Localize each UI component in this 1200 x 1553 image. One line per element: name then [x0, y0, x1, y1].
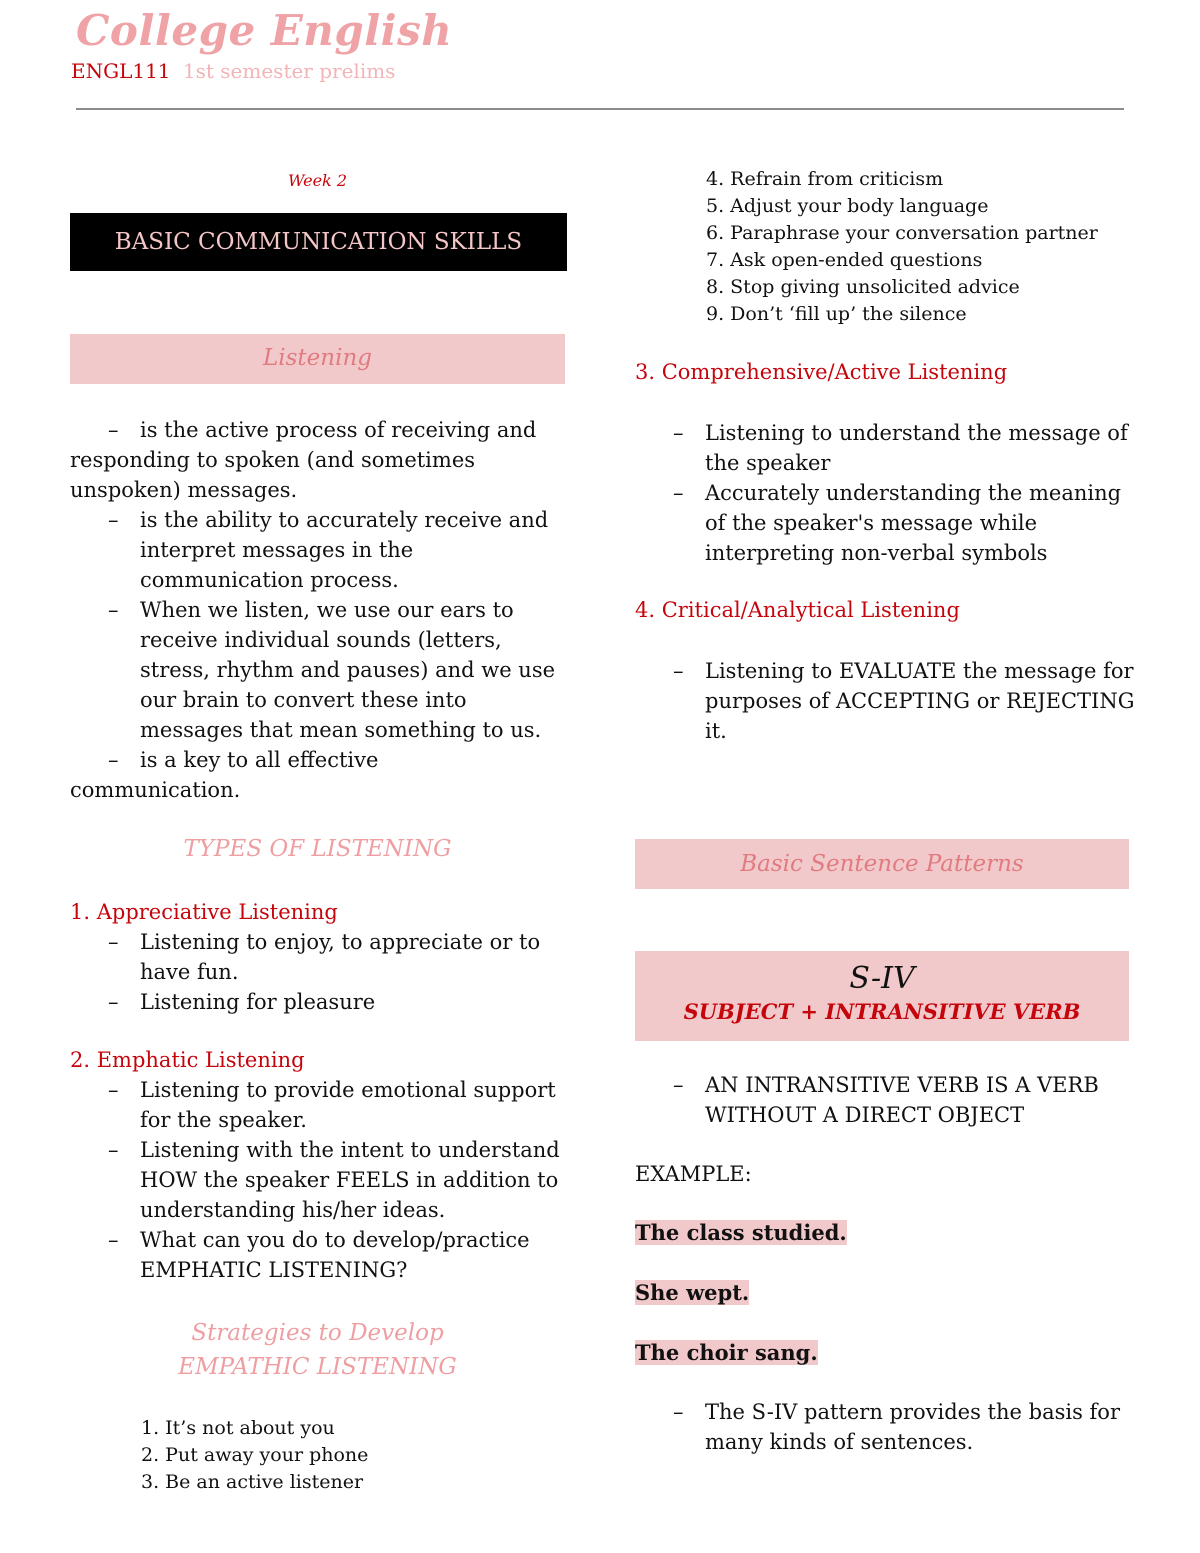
type2-title: 2. Emphatic Listening	[70, 1048, 305, 1072]
type3-line: the speaker	[705, 451, 831, 475]
strategies-heading-line1: Strategies to Develop	[191, 1320, 444, 1346]
type3-block	[635, 418, 1135, 568]
course-term: 1st semester prelims	[182, 59, 396, 83]
siv-note-line: – The S-IV pattern provides the basis for	[673, 1400, 1120, 1424]
type1-line: have fun.	[140, 960, 239, 984]
definition-line: communication process.	[140, 568, 399, 592]
type2-line: – What can you do to develop/practice	[108, 1228, 530, 1252]
definition-line: communication.	[70, 778, 241, 802]
strategy-item: 7. Ask open-ended questions	[706, 249, 983, 271]
siv-note	[635, 1397, 1135, 1457]
types-heading: TYPES OF LISTENING	[183, 836, 452, 862]
type1-block	[70, 897, 570, 1017]
type4-block	[635, 656, 1135, 746]
type3-line: of the speaker's message while	[705, 511, 1038, 535]
listening-heading: Listening	[70, 334, 565, 384]
type4-line: – Listening to EVALUATE the message for	[673, 659, 1134, 683]
siv-definition	[635, 1070, 1135, 1130]
type1-line: – Listening to enjoy, to appreciate or to	[108, 930, 541, 954]
definition-line: unspoken) messages.	[70, 478, 298, 502]
example-sentence: The choir sang.	[635, 1340, 818, 1365]
strategy-item: 9. Don’t ‘fill up’ the silence	[706, 303, 967, 325]
siv-definition-line: WITHOUT A DIRECT OBJECT	[705, 1103, 1025, 1127]
type3-line: – Accurately understanding the meaning	[673, 481, 1122, 505]
definition-line: – is a key to all effective	[108, 748, 379, 772]
document-title: College English	[76, 6, 453, 55]
siv-note-line: many kinds of sentences.	[705, 1430, 974, 1454]
siv-subtitle: SUBJECT + INTRANSITIVE VERB	[683, 999, 1081, 1024]
course-code: ENGL111	[71, 59, 171, 83]
patterns-heading: Basic Sentence Patterns	[635, 839, 1129, 889]
strategy-item: 6. Paraphrase your conversation partner	[706, 222, 1098, 244]
strategies-list-continued	[706, 166, 1098, 328]
definition-line: stress, rhythm and pauses) and we use	[140, 658, 556, 682]
strategy-item: 4. Refrain from criticism	[706, 168, 944, 190]
definition-line: our brain to convert these into	[140, 688, 467, 712]
definition-line: – is the ability to accurately receive and	[108, 508, 549, 532]
main-heading: BASIC COMMUNICATION SKILLS	[70, 213, 567, 271]
definition-line: – When we listen, we use our ears to	[108, 598, 514, 622]
siv-title: S-IV	[849, 961, 915, 996]
strategies-heading-line2: EMPATHIC LISTENING	[178, 1354, 457, 1380]
siv-definition-line: – AN INTRANSITIVE VERB IS A VERB	[673, 1073, 1099, 1097]
type2-line: understanding his/her ideas.	[140, 1198, 446, 1222]
header-divider	[76, 108, 1124, 110]
type3-title: 3. Comprehensive/Active Listening	[635, 360, 1008, 384]
strategy-item: 8. Stop giving unsolicited advice	[706, 276, 1020, 298]
type4-line: purposes of ACCEPTING or REJECTING	[705, 689, 1135, 713]
example-label: EXAMPLE:	[635, 1162, 752, 1186]
definition-line: messages that mean something to us.	[140, 718, 542, 742]
type4-title: 4. Critical/Analytical Listening	[635, 598, 960, 622]
strategies-heading	[70, 1316, 565, 1384]
type2-block	[70, 1045, 570, 1285]
siv-box	[635, 951, 1129, 1041]
type1-line: – Listening for pleasure	[108, 990, 376, 1014]
type2-line: for the speaker.	[140, 1108, 307, 1132]
strategy-item: 1. It’s not about you	[141, 1417, 335, 1439]
definition-line: receive individual sounds (letters,	[140, 628, 502, 652]
listening-definitions	[70, 415, 570, 805]
course-line	[71, 58, 395, 84]
definition-line: responding to spoken (and sometimes	[70, 448, 476, 472]
strategy-item: 2. Put away your phone	[141, 1444, 369, 1466]
type4-line: it.	[705, 719, 727, 743]
type1-title: 1. Appreciative Listening	[70, 900, 338, 924]
type2-line: – Listening to provide emotional support	[108, 1078, 556, 1102]
example-sentence: The class studied.	[635, 1220, 847, 1245]
definition-line: interpret messages in the	[140, 538, 414, 562]
strategy-item: 5. Adjust your body language	[706, 195, 989, 217]
type3-line: – Listening to understand the message of	[673, 421, 1128, 445]
example-sentence: She wept.	[635, 1280, 750, 1305]
type2-line: HOW the speaker FEELS in addition to	[140, 1168, 559, 1192]
type2-line: – Listening with the intent to understand	[108, 1138, 560, 1162]
week-label: Week 2	[287, 171, 348, 190]
type3-line: interpreting non-verbal symbols	[705, 541, 1048, 565]
strategies-list	[141, 1415, 368, 1496]
definition-line: – is the active process of receiving and	[108, 418, 537, 442]
type2-line: EMPHATIC LISTENING?	[140, 1258, 408, 1282]
strategy-item: 3. Be an active listener	[141, 1471, 364, 1493]
